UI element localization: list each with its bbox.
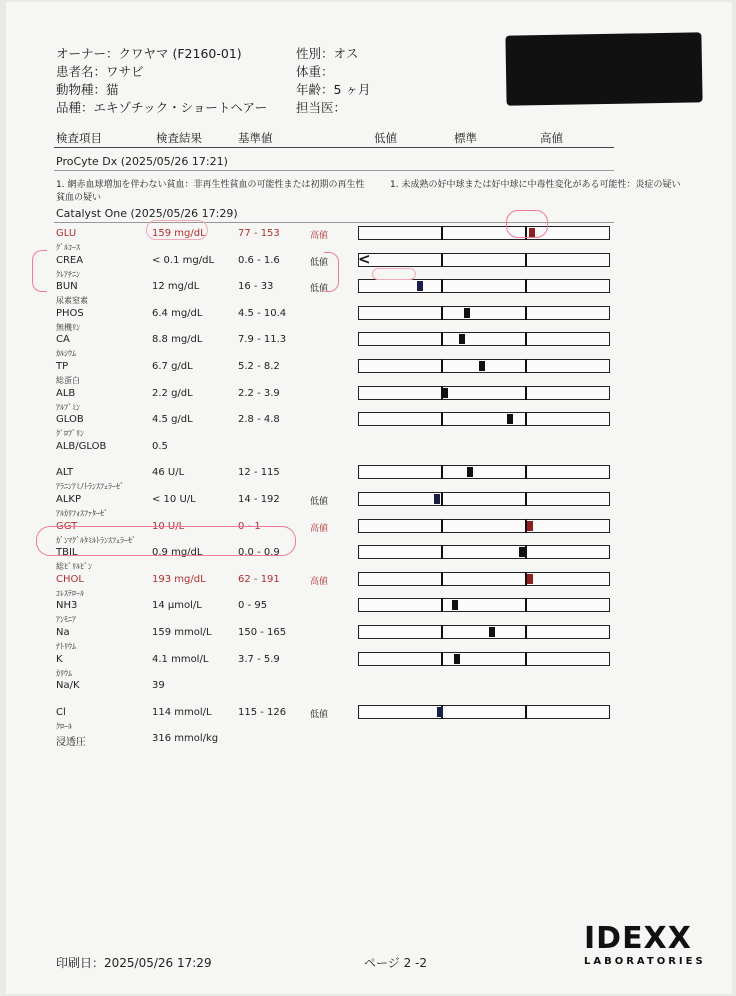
test-reference: 3.7 - 5.9 bbox=[238, 653, 280, 665]
result-row-glob bbox=[6, 414, 732, 441]
test-reference: 7.9 - 11.3 bbox=[238, 334, 287, 346]
test-name: 浸透圧 bbox=[56, 737, 86, 749]
value-marker bbox=[437, 707, 443, 717]
col-reference: 基準値 bbox=[238, 131, 273, 145]
gauge-high-limit bbox=[525, 625, 527, 639]
range-gauge bbox=[358, 386, 610, 400]
print-date: 印刷日：2025/05/26 17:29 bbox=[56, 956, 212, 970]
test-name-jp: ｸﾛｰﾙ bbox=[56, 721, 72, 731]
gauge-low-limit bbox=[441, 465, 443, 479]
gauge-high-limit bbox=[525, 279, 527, 293]
test-flag: 高値 bbox=[310, 576, 329, 587]
value-marker bbox=[519, 547, 525, 557]
test-reference: 5.2 - 8.2 bbox=[238, 361, 280, 372]
test-name: GGT bbox=[56, 520, 78, 532]
test-name: NH3 bbox=[56, 600, 78, 612]
range-gauge bbox=[358, 465, 610, 479]
range-gauge bbox=[358, 519, 610, 533]
result-row-alb bbox=[6, 388, 732, 415]
result-row-chol bbox=[6, 574, 732, 601]
breed-field: 品種：エキゾチック・ショートヘアー bbox=[56, 100, 268, 115]
value-marker bbox=[507, 414, 513, 424]
test-value: 2.2 g/dL bbox=[152, 387, 193, 399]
test-value: < 10 U/L bbox=[152, 494, 196, 505]
value-marker bbox=[442, 388, 448, 398]
test-flag: 高値 bbox=[310, 231, 329, 241]
value-marker bbox=[452, 600, 458, 610]
test-reference: 0 - 1 bbox=[238, 520, 261, 532]
test-name: BUN bbox=[56, 281, 78, 293]
test-reference: 14 - 192 bbox=[238, 494, 280, 505]
test-reference: 77 - 153 bbox=[238, 228, 280, 239]
test-name: CHOL bbox=[56, 573, 84, 585]
range-gauge bbox=[358, 705, 610, 719]
test-value: 4.1 mmol/L bbox=[152, 653, 209, 665]
procyte-note-2: 1. 未成熟の好中球または好中球に中毒性変化がある可能性：炎症の疑い bbox=[390, 180, 681, 190]
value-marker bbox=[479, 361, 485, 371]
test-name: ALB/GLOB bbox=[56, 440, 107, 452]
test-name-jp: ｸﾚｱﾁﾆﾝ bbox=[56, 269, 80, 279]
test-name-jp: ﾅﾄﾘｳﾑ bbox=[56, 642, 76, 651]
test-name: CA bbox=[56, 334, 70, 346]
result-row-bun bbox=[6, 281, 732, 308]
test-reference: 0.0 - 0.9 bbox=[238, 547, 280, 559]
test-reference: 62 - 191 bbox=[238, 573, 280, 585]
gauge-low-limit bbox=[441, 412, 443, 426]
gauge-high-limit bbox=[525, 306, 527, 320]
test-name-jp: 総蛋白 bbox=[56, 376, 80, 385]
result-row-alt bbox=[6, 467, 732, 494]
procyte-note-1a: 1. 網赤血球増加を伴わない貧血：非再生性貧血の可能性または初期の再生性 bbox=[56, 180, 365, 190]
procyte-divider bbox=[54, 170, 614, 171]
test-name-jp: ｱﾗﾆﾝｱﾐﾉﾄﾗﾝｽﾌｪﾗｰｾﾞ bbox=[56, 482, 124, 492]
result-row-k bbox=[6, 654, 732, 681]
result-row-crea bbox=[6, 249, 732, 282]
gauge-low-limit bbox=[441, 306, 443, 320]
gauge-high-limit bbox=[525, 412, 527, 426]
gauge-low-limit bbox=[441, 572, 443, 586]
test-name: Cl bbox=[56, 706, 66, 718]
col-low: 低値 bbox=[374, 131, 397, 145]
gauge-high-limit bbox=[525, 652, 527, 666]
result-row-na bbox=[6, 627, 732, 654]
header-divider bbox=[54, 147, 614, 148]
below-range-arrow-icon: < bbox=[358, 249, 371, 268]
col-normal: 標準 bbox=[454, 131, 477, 145]
gauge-low-limit bbox=[441, 625, 443, 639]
test-value: 316 mmol/kg bbox=[152, 733, 219, 745]
test-name: CREA bbox=[56, 254, 84, 266]
range-gauge bbox=[358, 625, 610, 639]
gauge-low-limit bbox=[441, 492, 443, 506]
value-marker bbox=[464, 308, 470, 318]
gauge-high-limit bbox=[525, 705, 527, 719]
range-gauge bbox=[358, 226, 610, 240]
test-flag: 低値 bbox=[310, 709, 329, 720]
test-name: ALB bbox=[56, 387, 76, 399]
vet-field: 担当医： bbox=[296, 100, 347, 115]
gauge-high-limit bbox=[525, 386, 527, 400]
range-gauge bbox=[358, 412, 610, 426]
result-row-cl bbox=[6, 707, 732, 734]
redacted-block bbox=[505, 32, 702, 105]
result-row-phos bbox=[6, 308, 732, 335]
test-flag: 低値 bbox=[310, 284, 329, 295]
result-row-nh3 bbox=[6, 600, 732, 627]
range-gauge bbox=[358, 545, 610, 559]
test-flag: 低値 bbox=[310, 497, 329, 507]
test-value: 0.9 mg/dL bbox=[152, 547, 203, 559]
idexx-wordmark: IDEXX bbox=[584, 921, 692, 956]
gauge-low-limit bbox=[441, 652, 443, 666]
value-marker bbox=[417, 281, 423, 291]
gauge-low-limit bbox=[441, 545, 443, 559]
value-marker bbox=[454, 654, 460, 664]
test-name-jp: ｺﾚｽﾃﾛｰﾙ bbox=[56, 588, 84, 598]
test-value: 159 mg/dL bbox=[152, 228, 206, 239]
value-marker bbox=[459, 334, 465, 344]
gauge-low-limit bbox=[441, 332, 443, 346]
test-reference: 4.5 - 10.4 bbox=[238, 307, 287, 319]
annotation-bracket-left bbox=[32, 250, 47, 292]
test-reference: 2.2 - 3.9 bbox=[238, 387, 280, 399]
test-name: ALT bbox=[56, 467, 74, 479]
report-page bbox=[6, 2, 732, 994]
test-name-jp: ｶﾞﾝﾏｸﾞﾙﾀﾐﾙﾄﾗﾝｽﾌｪﾗｰｾﾞ bbox=[56, 535, 136, 545]
test-value: < 0.1 mg/dL bbox=[152, 254, 215, 266]
col-high: 高値 bbox=[540, 131, 563, 145]
test-name-jp: ｶﾙｼｳﾑ bbox=[56, 349, 76, 359]
test-value: 6.4 mg/dL bbox=[152, 307, 203, 319]
test-name: TP bbox=[56, 361, 69, 372]
test-name: GLOB bbox=[56, 414, 84, 426]
range-gauge bbox=[358, 249, 610, 268]
test-name-jp: ｸﾞﾙｺｰｽ bbox=[56, 243, 80, 252]
sex-field: 性別：オス bbox=[296, 46, 359, 61]
test-value: 8.8 mg/dL bbox=[152, 334, 203, 346]
value-marker bbox=[527, 521, 533, 531]
species-field: 動物種：猫 bbox=[56, 82, 119, 97]
test-flag: 高値 bbox=[310, 523, 329, 534]
range-gauge bbox=[358, 279, 610, 293]
range-gauge bbox=[358, 359, 610, 373]
annotation-circle-glu bbox=[146, 220, 208, 240]
range-gauge bbox=[358, 572, 610, 586]
test-value: 4.5 g/dL bbox=[152, 414, 193, 426]
test-reference: 0 - 95 bbox=[238, 600, 268, 612]
test-value: 0.5 bbox=[152, 440, 168, 452]
range-gauge bbox=[358, 652, 610, 666]
annotation-bracket-right bbox=[324, 252, 339, 292]
gauge-high-limit bbox=[525, 253, 527, 267]
procyte-note-1b: 貧血の疑い bbox=[56, 193, 102, 203]
test-name-jp: 総ﾋﾞﾘﾙﾋﾞﾝ bbox=[56, 562, 92, 572]
range-gauge bbox=[358, 492, 610, 506]
gauge-low-limit bbox=[441, 279, 443, 293]
weight-field: 体重： bbox=[296, 64, 334, 79]
test-name-jp: 無機ﾘﾝ bbox=[56, 322, 80, 332]
test-name-jp: ｱﾙｶﾘﾌｫｽﾌｧﾀｰｾﾞ bbox=[56, 509, 108, 518]
gauge-high-limit bbox=[525, 492, 527, 506]
catalyst-title: Catalyst One (2025/05/26 17:29) bbox=[56, 207, 238, 220]
test-reference: 150 - 165 bbox=[238, 627, 287, 638]
col-test-item: 検査項目 bbox=[56, 131, 102, 145]
test-reference: 115 - 126 bbox=[238, 706, 287, 718]
test-reference: 16 - 33 bbox=[238, 281, 274, 293]
test-value: 193 mg/dL bbox=[152, 573, 206, 585]
test-name: ALKP bbox=[56, 494, 81, 505]
result-row-alb-glob bbox=[6, 441, 732, 468]
value-marker bbox=[527, 574, 533, 584]
gauge-low-limit bbox=[441, 253, 443, 267]
range-gauge bbox=[358, 332, 610, 346]
test-value: 46 U/L bbox=[152, 467, 185, 479]
idexx-logo bbox=[584, 921, 724, 967]
patient-name-field: 患者名：ワサビ bbox=[56, 64, 144, 79]
gauge-low-limit bbox=[441, 519, 443, 533]
result-row-tp bbox=[6, 361, 732, 388]
result-row-ca bbox=[6, 334, 732, 361]
value-marker bbox=[434, 494, 440, 504]
test-value: 10 U/L bbox=[152, 520, 185, 532]
col-result: 検査結果 bbox=[156, 131, 202, 145]
test-name-jp: ｶﾘｳﾑ bbox=[56, 668, 72, 678]
test-name: GLU bbox=[56, 228, 77, 239]
annotation-arrow-scribble bbox=[372, 268, 416, 280]
test-name: PHOS bbox=[56, 307, 84, 319]
test-value: 39 bbox=[152, 680, 165, 692]
test-name: Na bbox=[56, 627, 70, 638]
test-name: TBIL bbox=[56, 547, 78, 559]
range-gauge bbox=[358, 306, 610, 320]
owner-field: オーナー：クワヤマ (F2160-01) bbox=[56, 46, 242, 61]
gauge-high-limit bbox=[525, 545, 527, 559]
test-value: 12 mg/dL bbox=[152, 281, 200, 293]
test-reference: 12 - 115 bbox=[238, 467, 280, 479]
range-gauge bbox=[358, 598, 610, 612]
gauge-low-limit bbox=[441, 598, 443, 612]
result-row- bbox=[6, 733, 732, 760]
test-reference: 0.6 - 1.6 bbox=[238, 254, 280, 266]
gauge-high-limit bbox=[525, 359, 527, 373]
result-row-alkp bbox=[6, 494, 732, 521]
test-name: K bbox=[56, 653, 63, 665]
gauge-low-limit bbox=[441, 359, 443, 373]
test-name-jp: ｱﾝﾓﾆｱ bbox=[56, 615, 76, 625]
procyte-title: ProCyte Dx (2025/05/26 17:21) bbox=[56, 155, 228, 168]
test-name-jp: 尿素窒素 bbox=[56, 296, 88, 306]
test-value: 14 μmol/L bbox=[152, 600, 202, 612]
gauge-high-limit bbox=[525, 465, 527, 479]
test-name-jp: ｸﾞﾛﾌﾞﾘﾝ bbox=[56, 429, 84, 439]
test-value: 159 mmol/L bbox=[152, 627, 212, 638]
test-value: 114 mmol/L bbox=[152, 706, 212, 718]
result-row-na-k bbox=[6, 680, 732, 707]
gauge-low-limit bbox=[441, 226, 443, 240]
value-marker bbox=[467, 467, 473, 477]
test-value: 6.7 g/dL bbox=[152, 361, 193, 372]
age-field: 年齢：5 ヶ月 bbox=[296, 82, 371, 97]
test-flag: 低値 bbox=[310, 257, 329, 268]
annotation-circle-tbil bbox=[36, 526, 296, 559]
annotation-circle-glu-marker bbox=[506, 210, 548, 238]
test-name: Na/K bbox=[56, 680, 80, 692]
page-number: ページ 2 -2 bbox=[364, 956, 427, 970]
gauge-high-limit bbox=[525, 332, 527, 346]
idexx-laboratories: LABORATORIES bbox=[584, 956, 706, 967]
value-marker bbox=[489, 627, 495, 637]
test-name-jp: ｱﾙﾌﾞﾐﾝ bbox=[56, 402, 80, 412]
gauge-high-limit bbox=[525, 598, 527, 612]
test-reference: 2.8 - 4.8 bbox=[238, 414, 280, 426]
